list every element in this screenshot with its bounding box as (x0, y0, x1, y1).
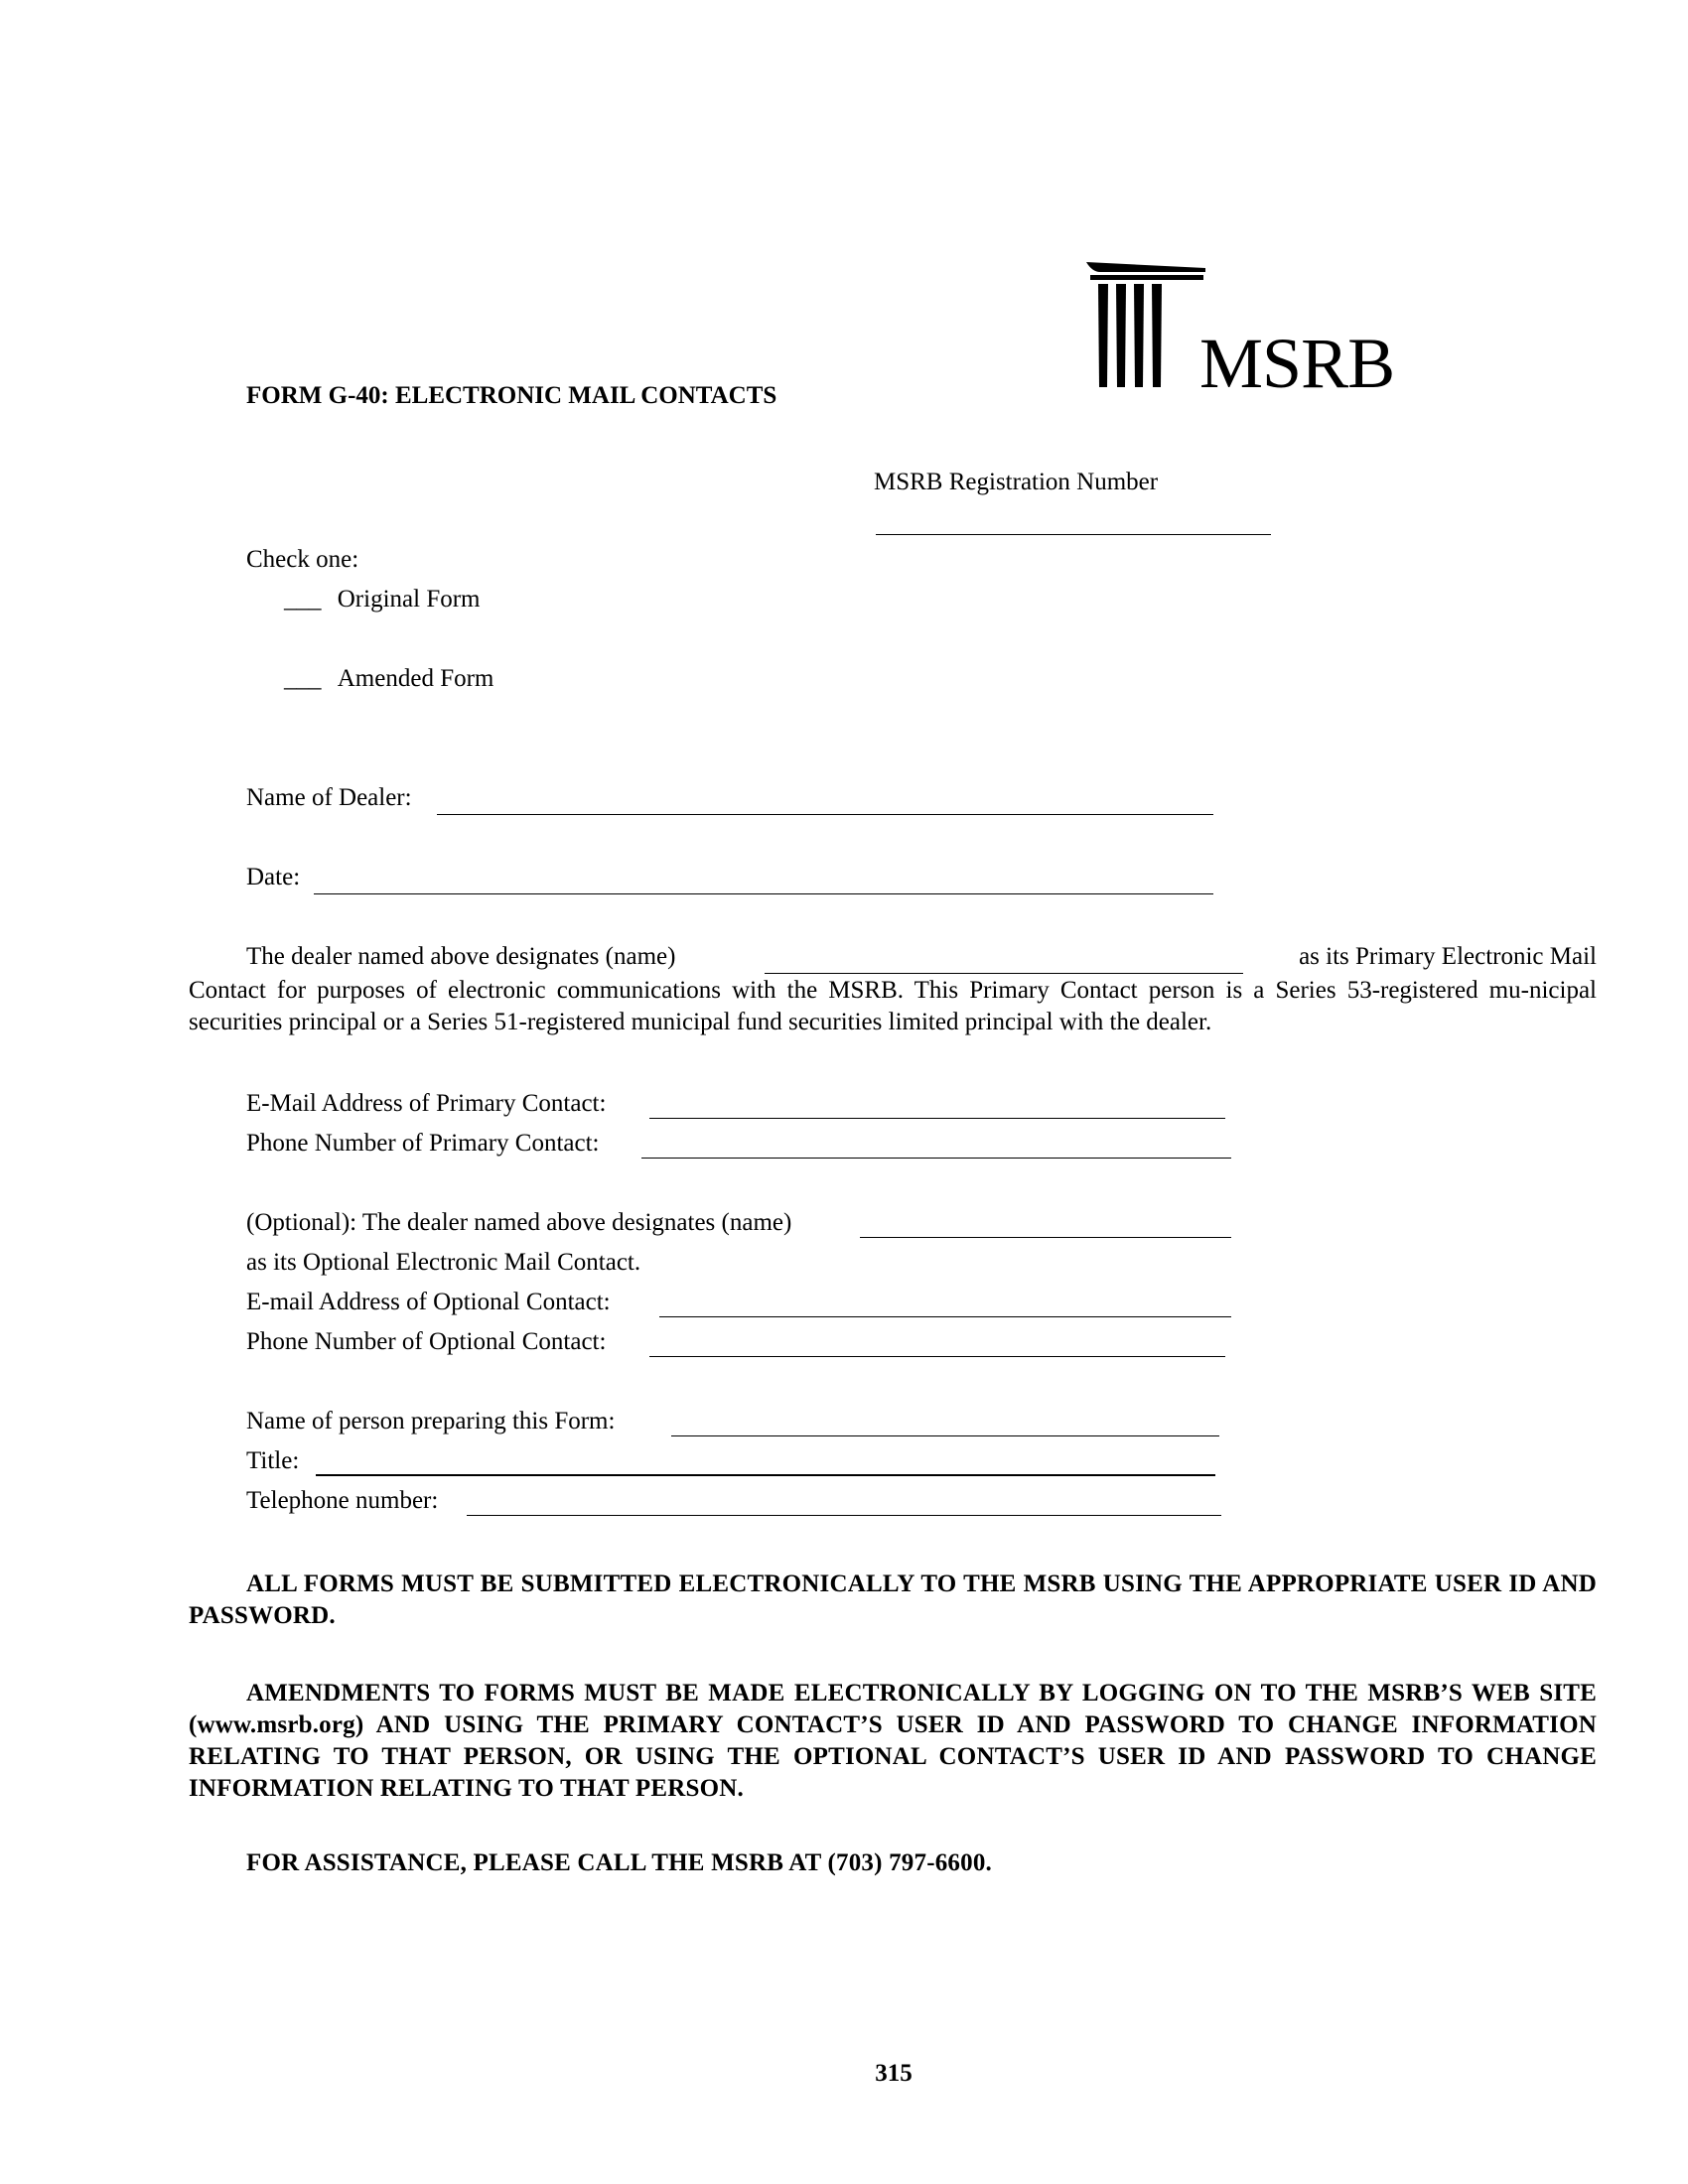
amended-form-option[interactable] (284, 665, 493, 693)
primary-email-field[interactable] (649, 1118, 1225, 1119)
optional-phone-field[interactable] (649, 1356, 1225, 1357)
amendments-notice: AMENDMENTS TO FORMS MUST BE MADE ELECTRONICALLY BY LOGGING ON TO THE MSRB’S WEB SITE (www.msrb.org) AND USING THE PRIMARY CONTACT’S USER ID AND PASSWORD TO CHANGE INFORMATION RELATING TO THAT PERSON, OR USING THE OPTIONAL CONTACT’S USER ID AND PASSWORD TO CHANGE INFORMATION RELATING TO THAT PERSON. (189, 1680, 1597, 1802)
optional-contact-name-field[interactable] (860, 1237, 1231, 1238)
preparer-phone-label: Telephone number: (246, 1487, 439, 1514)
primary-contact-name-field[interactable] (765, 973, 1243, 974)
column-logo-icon (1084, 260, 1207, 393)
optional-email-label: E-mail Address of Optional Contact: (246, 1289, 611, 1315)
amended-form-blank[interactable]: ___ (284, 665, 322, 692)
preparer-name-field[interactable] (671, 1435, 1219, 1436)
primary-phone-field[interactable] (641, 1158, 1231, 1159)
date-field[interactable] (314, 893, 1213, 894)
submit-notice: ALL FORMS MUST BE SUBMITTED ELECTRONICALLY TO THE MSRB USING THE APPROPRIATE USER ID AND PASSWORD. (189, 1570, 1597, 1629)
dealer-name-field[interactable] (437, 814, 1213, 815)
primary-phone-label: Phone Number of Primary Contact: (246, 1130, 600, 1157)
primary-email-label: E-Mail Address of Primary Contact: (246, 1090, 607, 1117)
optional-email-field[interactable] (659, 1316, 1231, 1317)
preparer-name-label: Name of person preparing this Form: (246, 1408, 616, 1434)
optional-phone-label: Phone Number of Optional Contact: (246, 1328, 607, 1355)
optional-as-label: as its Optional Electronic Mail Contact. (246, 1249, 641, 1276)
preparer-title-label: Title: (246, 1447, 300, 1474)
designation-text-before: The dealer named above designates (name) (246, 943, 676, 970)
preparer-phone-field[interactable] (467, 1515, 1221, 1516)
original-form-option[interactable] (284, 586, 481, 614)
designation-text-after: as its Primary Electronic Mail (1299, 943, 1597, 970)
date-label: Date: (246, 864, 301, 890)
original-form-label: Original Form (337, 586, 481, 613)
registration-number-field[interactable] (876, 534, 1271, 535)
registration-label: MSRB Registration Number (874, 469, 1159, 495)
original-form-blank[interactable]: ___ (284, 586, 322, 613)
assistance-notice: FOR ASSISTANCE, PLEASE CALL THE MSRB AT (703) 797-6600. (246, 1849, 992, 1876)
designation-continuation: Contact for purposes of electronic communications with the MSRB. This Primary Contact person is a Series 53-registered mu-nicipal securities principal or a Series 51-registered municipal fund securities limited principal with the dealer. (189, 977, 1597, 1035)
logo-wordmark: MSRB (1199, 324, 1395, 403)
form-title: FORM G-40: ELECTRONIC MAIL CONTACTS (246, 382, 777, 409)
page-number: 315 (875, 2060, 913, 2087)
dealer-name-label: Name of Dealer: (246, 784, 412, 811)
preparer-title-field[interactable] (316, 1474, 1215, 1476)
check-one-label: Check one: (246, 546, 359, 573)
optional-designates-label: (Optional): The dealer named above designates (name) (246, 1209, 792, 1236)
amended-form-label: Amended Form (337, 665, 494, 692)
